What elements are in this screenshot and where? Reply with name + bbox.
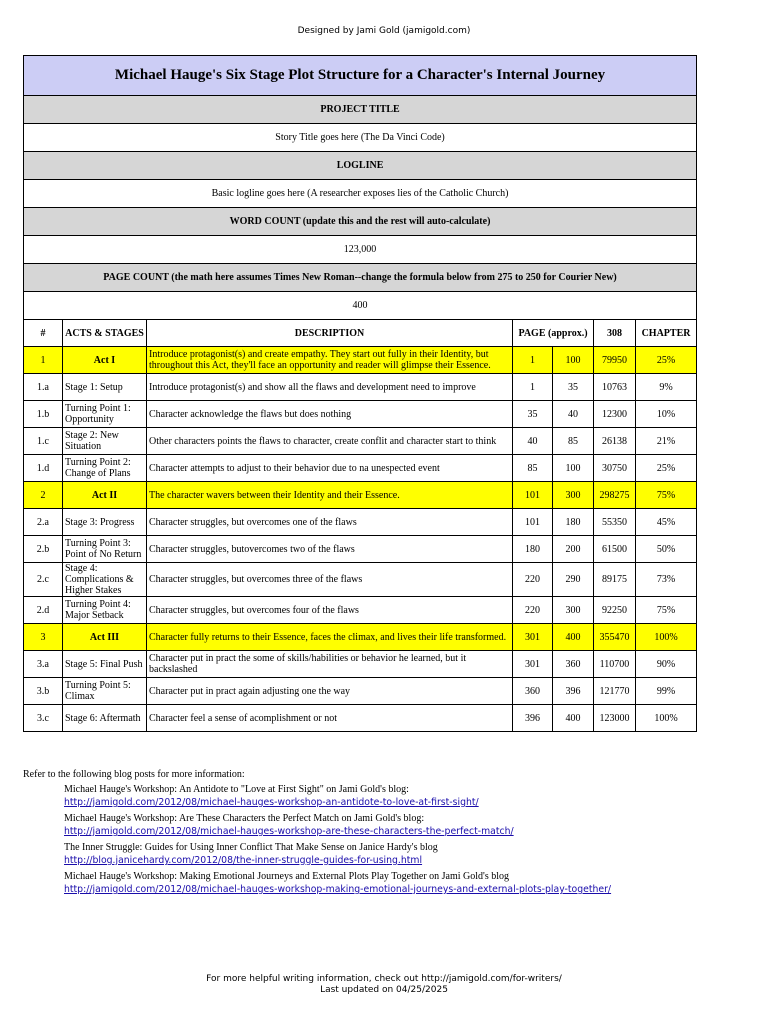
row-stage[interactable]: Act II	[63, 482, 147, 509]
row-chapter-percent: 50%	[636, 536, 697, 563]
reference-title: Michael Hauge's Workshop: An Antidote to "Love at First Sight" on Jami Gold's blog:	[64, 784, 409, 795]
row-description[interactable]: Introduce protagonist(s) and create empathy. They start out fully in their Identity, but throughout this Act, they'll face an opportunity and reader will glimpse their Essence.	[147, 347, 513, 374]
act-row	[24, 347, 697, 374]
row-chapter-percent: 10%	[636, 401, 697, 428]
stage-row	[24, 597, 697, 624]
stage-row	[24, 536, 697, 563]
row-word-count: 355470	[594, 624, 636, 651]
row-description[interactable]: Character attempts to adjust to their behavior due to na unespected event	[147, 455, 513, 482]
row-number: 1	[24, 347, 63, 374]
row-chapter-percent: 25%	[636, 347, 697, 374]
row-chapter-percent: 75%	[636, 597, 697, 624]
stage-row	[24, 455, 697, 482]
row-page-start: 85	[513, 455, 553, 482]
worksheet-title: Michael Hauge's Six Stage Plot Structure for a Character's Internal Journey	[24, 56, 697, 96]
column-header-acts-stages: ACTS & STAGES	[63, 320, 147, 347]
row-word-count: 121770	[594, 678, 636, 705]
row-page-end: 396	[553, 678, 594, 705]
reference-item	[64, 783, 723, 812]
row-description[interactable]: Character feel a sense of acomplishment or not	[147, 705, 513, 732]
row-word-count: 10763	[594, 374, 636, 401]
row-number: 2.a	[24, 509, 63, 536]
row-page-end: 40	[553, 401, 594, 428]
row-page-start: 35	[513, 401, 553, 428]
footer-more-info: For more helpful writing information, check out http://jamigold.com/for-writers/	[206, 974, 562, 984]
row-page-start: 40	[513, 428, 553, 455]
word-count-value[interactable]: 123,000	[24, 236, 697, 264]
reference-link[interactable]: http://blog.janicehardy.com/2012/08/the-inner-struggle-guides-for-using.html	[64, 855, 423, 866]
row-description[interactable]: Character fully returns to their Essence, faces the climax, and lives their life transformed.	[147, 624, 513, 651]
row-number: 1.d	[24, 455, 63, 482]
row-stage[interactable]: Stage 1: Setup	[63, 374, 147, 401]
row-page-end: 400	[553, 705, 594, 732]
row-number: 3.b	[24, 678, 63, 705]
designer-credit: Designed by Jami Gold (jamigold.com)	[297, 26, 471, 36]
column-header-row	[24, 320, 697, 347]
row-page-start: 396	[513, 705, 553, 732]
row-chapter-percent: 21%	[636, 428, 697, 455]
row-page-end: 100	[553, 455, 594, 482]
row-number: 2	[24, 482, 63, 509]
row-word-count: 26138	[594, 428, 636, 455]
structure-rows	[24, 347, 697, 732]
project-title-label: PROJECT TITLE	[24, 96, 697, 124]
reference-link[interactable]: http://jamigold.com/2012/08/michael-hauges-workshop-an-antidote-to-love-at-first-sight/	[64, 797, 479, 808]
plot-structure-worksheet	[23, 55, 697, 732]
act-row	[24, 624, 697, 651]
row-page-start: 1	[513, 374, 553, 401]
row-number: 1.a	[24, 374, 63, 401]
project-title-value[interactable]: Story Title goes here (The Da Vinci Code)	[24, 124, 697, 152]
column-header-description: DESCRIPTION	[147, 320, 513, 347]
row-stage[interactable]: Turning Point 1: Opportunity	[63, 401, 147, 428]
row-word-count: 30750	[594, 455, 636, 482]
row-chapter-percent: 25%	[636, 455, 697, 482]
row-number: 3	[24, 624, 63, 651]
row-chapter-percent: 9%	[636, 374, 697, 401]
row-description[interactable]: Character put in pract again adjusting one the way	[147, 678, 513, 705]
row-chapter-percent: 99%	[636, 678, 697, 705]
reference-item	[64, 870, 723, 899]
page-count-value: 400	[24, 292, 697, 320]
row-page-end: 200	[553, 536, 594, 563]
row-description[interactable]: Introduce protagonist(s) and show all the flaws and development need to improve	[147, 374, 513, 401]
stage-row	[24, 428, 697, 455]
row-number: 3.a	[24, 651, 63, 678]
stage-row	[24, 563, 697, 597]
page-footer	[0, 974, 768, 996]
row-number: 1.b	[24, 401, 63, 428]
row-stage[interactable]: Turning Point 4: Major Setback	[63, 597, 147, 624]
row-chapter-percent: 100%	[636, 624, 697, 651]
row-page-end: 300	[553, 482, 594, 509]
row-page-end: 400	[553, 624, 594, 651]
row-page-end: 290	[553, 563, 594, 597]
row-description[interactable]: Character struggles, butovercomes two of the flaws	[147, 536, 513, 563]
row-word-count: 92250	[594, 597, 636, 624]
row-page-start: 180	[513, 536, 553, 563]
row-stage[interactable]: Act I	[63, 347, 147, 374]
stage-row	[24, 401, 697, 428]
footer-last-updated: Last updated on 04/25/2025	[320, 985, 448, 995]
stage-row	[24, 705, 697, 732]
row-number: 2.b	[24, 536, 63, 563]
row-stage[interactable]: Stage 6: Aftermath	[63, 705, 147, 732]
row-description[interactable]: Character struggles, but overcomes four of the flaws	[147, 597, 513, 624]
row-word-count: 61500	[594, 536, 636, 563]
column-header-number: #	[24, 320, 63, 347]
row-page-end: 100	[553, 347, 594, 374]
row-page-end: 35	[553, 374, 594, 401]
row-stage[interactable]: Stage 5: Final Push	[63, 651, 147, 678]
row-word-count: 79950	[594, 347, 636, 374]
row-page-end: 360	[553, 651, 594, 678]
row-page-start: 220	[513, 563, 553, 597]
stage-row	[24, 374, 697, 401]
row-word-count: 123000	[594, 705, 636, 732]
row-description[interactable]: Character put in pract the some of skills/habilities or behavior he learned, but it backslashed	[147, 651, 513, 678]
row-page-start: 220	[513, 597, 553, 624]
word-count-label: WORD COUNT (update this and the rest will auto-calculate)	[24, 208, 697, 236]
row-page-start: 301	[513, 624, 553, 651]
act-row	[24, 482, 697, 509]
row-number: 1.c	[24, 428, 63, 455]
row-chapter-percent: 45%	[636, 509, 697, 536]
row-word-count: 110700	[594, 651, 636, 678]
row-description[interactable]: Character acknowledge the flaws but does nothing	[147, 401, 513, 428]
row-number: 2.c	[24, 563, 63, 597]
row-page-start: 101	[513, 509, 553, 536]
reference-item	[64, 841, 723, 870]
reference-link[interactable]: http://jamigold.com/2012/08/michael-hauges-workshop-making-emotional-journeys-and-external-plots-play-together/	[64, 884, 612, 895]
column-header-words: 308	[594, 320, 636, 347]
row-description[interactable]: Character struggles, but overcomes one of the flaws	[147, 509, 513, 536]
row-page-start: 101	[513, 482, 553, 509]
row-number: 3.c	[24, 705, 63, 732]
row-page-end: 85	[553, 428, 594, 455]
logline-label: LOGLINE	[24, 152, 697, 180]
row-stage[interactable]: Turning Point 5: Climax	[63, 678, 147, 705]
reference-item	[64, 812, 723, 841]
stage-row	[24, 651, 697, 678]
reference-link[interactable]: http://jamigold.com/2012/08/michael-hauges-workshop-are-these-characters-the-perfect-match/	[64, 826, 514, 837]
row-stage[interactable]: Stage 3: Progress	[63, 509, 147, 536]
reference-title: Michael Hauge's Workshop: Making Emotional Journeys and External Plots Play Together on Jami Gold's blog	[64, 871, 510, 882]
stage-row	[24, 509, 697, 536]
row-chapter-percent: 75%	[636, 482, 697, 509]
references-section	[23, 769, 723, 899]
row-description[interactable]: The character wavers between their Identity and their Essence.	[147, 482, 513, 509]
row-chapter-percent: 100%	[636, 705, 697, 732]
row-page-start: 360	[513, 678, 553, 705]
column-header-page: PAGE (approx.)	[513, 320, 594, 347]
row-page-end: 300	[553, 597, 594, 624]
column-header-chapter: CHAPTER	[636, 320, 697, 347]
reference-title: Michael Hauge's Workshop: Are These Characters the Perfect Match on Jami Gold's blog:	[64, 813, 425, 824]
row-word-count: 55350	[594, 509, 636, 536]
row-stage[interactable]: Stage 2: New Situation	[63, 428, 147, 455]
row-stage[interactable]: Turning Point 2: Change of Plans	[63, 455, 147, 482]
references-intro: Refer to the following blog posts for more information:	[23, 769, 245, 780]
row-word-count: 12300	[594, 401, 636, 428]
row-description[interactable]: Other characters points the flaws to character, create conflit and character start to think	[147, 428, 513, 455]
row-stage[interactable]: Act III	[63, 624, 147, 651]
row-stage[interactable]: Turning Point 3: Point of No Return	[63, 536, 147, 563]
page-count-label: PAGE COUNT (the math here assumes Times New Roman--change the formula below from 275 to 250 for Courier New)	[24, 264, 697, 292]
reference-title: The Inner Struggle: Guides for Using Inner Conflict That Make Sense on Janice Hardy's blog	[64, 842, 438, 853]
row-page-end: 180	[553, 509, 594, 536]
row-number: 2.d	[24, 597, 63, 624]
row-chapter-percent: 73%	[636, 563, 697, 597]
row-description[interactable]: Character struggles, but overcomes three of the flaws	[147, 563, 513, 597]
row-word-count: 298275	[594, 482, 636, 509]
stage-row	[24, 678, 697, 705]
row-chapter-percent: 90%	[636, 651, 697, 678]
row-word-count: 89175	[594, 563, 636, 597]
row-page-start: 1	[513, 347, 553, 374]
row-page-start: 301	[513, 651, 553, 678]
logline-value[interactable]: Basic logline goes here (A researcher exposes lies of the Catholic Church)	[24, 180, 697, 208]
reference-list	[23, 783, 723, 899]
row-stage[interactable]: Stage 4: Complications & Higher Stakes	[63, 563, 147, 597]
